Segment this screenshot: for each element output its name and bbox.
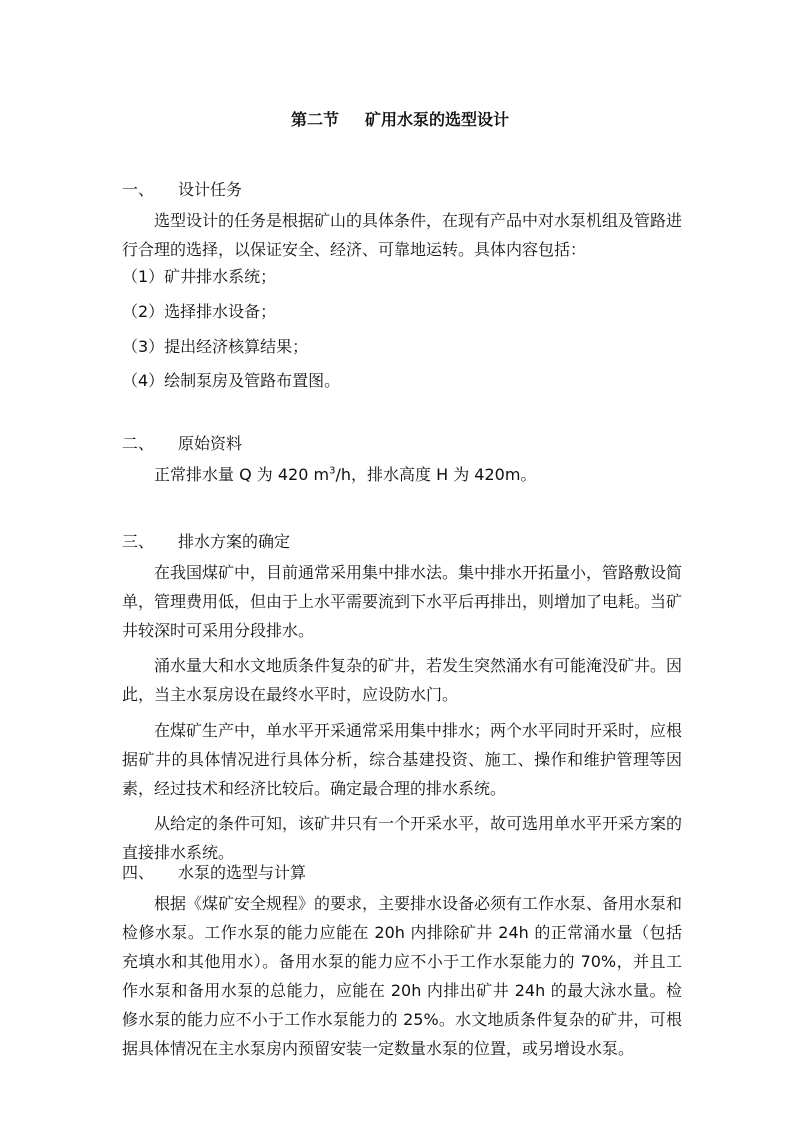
paragraph: 根据《煤矿安全规程》的要求，主要排水设备必须有工作水泵、备用水泵和检修水泵。工作水泵的能力应能在 20h 内排除矿井 24h 的正常涌水量（包括充填水和其他用水）。备用水泵的能力应不小于工作水泵能力的 70%，并且工作水泵和备用水泵的总能力，应能在 20h 内排出矿井 24h 的最大泳水量。检修水泵的能力应不小于工作水泵能力的 25%。水文地质条件复杂的矿井，可根据具体情况在主水泵房内预留安装一定数量水泵的位置，或另增设水泵。 [122,894,683,1058]
section-title: 原始资料 [178,434,243,453]
list-item: （2）选择排水设备； [122,302,277,321]
section-number: 四、 [122,863,155,882]
title-section-number: 第二节 [290,110,339,129]
section-heading-1 [122,177,242,200]
section-number: 二、 [122,434,155,453]
paragraph: 选型设计的任务是根据矿山的具体条件，在现有产品中对水泵机组及管路进行合理的选择，以保证安全、经济、可靠地运转。具体内容包括： [122,211,683,259]
unit-superscript: 3 [329,465,336,477]
paragraph-text: 正常排水量 Q 为 420 m [154,465,330,484]
title-text: 矿用水泵的选型设计 [365,110,510,129]
page-title [0,107,800,130]
section-heading-3 [122,529,290,552]
paragraph: 涌水量大和水文地质条件复杂的矿井，若发生突然涌水有可能淹没矿井。因此，当主水泵房设在最终水平时，应设防水门。 [122,656,683,704]
section-heading-2 [122,431,242,454]
section-title: 排水方案的确定 [178,532,291,551]
section-heading-4 [122,860,306,883]
paragraph-text: /h，排水高度 H 为 420m。 [335,465,537,484]
paragraph: 从给定的条件可知，该矿井只有一个开采水平，故可选用单水平开采方案的直接排水系统。 [122,814,683,862]
list-item: （1）矿井排水系统； [122,267,277,286]
section-number: 一、 [122,180,155,199]
paragraph [122,460,682,489]
paragraph: 在我国煤矿中，目前通常采用集中排水法。集中排水开拓量小，管路敷设简单，管理费用低，但由于上水平需要流到下水平后再排出，则增加了电耗。当矿井较深时可采用分段排水。 [122,563,683,640]
section-number: 三、 [122,532,155,551]
list-item: （3）提出经济核算结果； [122,337,309,356]
paragraph: 在煤矿生产中，单水平开采通常采用集中排水；两个水平同时开采时，应根据矿井的具体情况进行具体分析，综合基建投资、施工、操作和维护管理等因素，经过技术和经济比较后。确定最合理的排水系统。 [122,721,683,798]
section-title: 水泵的选型与计算 [178,863,307,882]
list-item: （4）绘制泵房及管路布置图。 [122,371,341,390]
section-title: 设计任务 [178,180,243,199]
